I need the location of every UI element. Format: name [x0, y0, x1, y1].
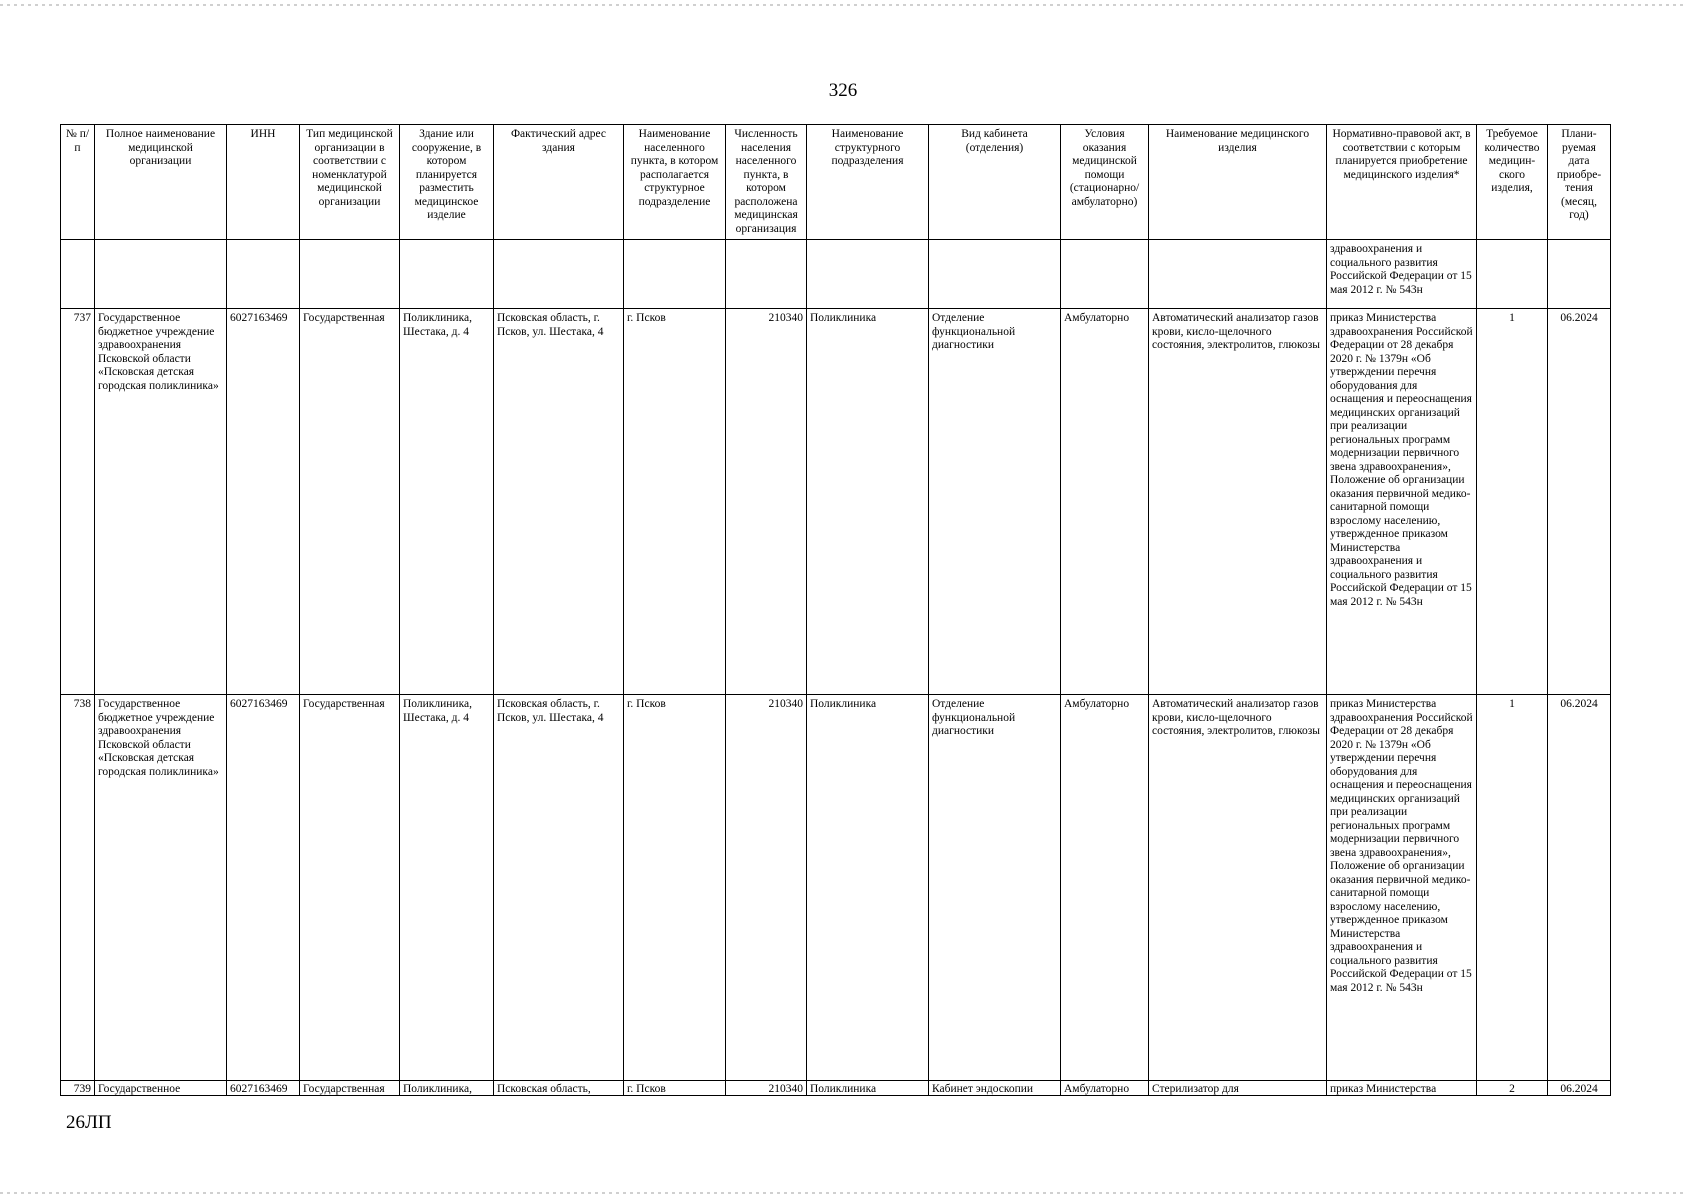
qty-cell: 1: [1477, 309, 1548, 695]
unit-cell: Поликлиника: [807, 1081, 929, 1096]
population-cell: 210340: [726, 1081, 807, 1096]
table-cell: [400, 240, 494, 309]
table-cell: [494, 240, 624, 309]
locality-cell: г. Псков: [624, 695, 726, 1081]
cabinet-cell: Отделение функциональной диагностики: [929, 695, 1061, 1081]
table-cell: [807, 240, 929, 309]
population-cell: 210340: [726, 695, 807, 1081]
org-cell: Государственное бюджетное учреждение здравоохранения Псковской области «Псковская детская городская поликлиника»: [95, 695, 227, 1081]
device-cell: Автоматический анализатор газов крови, кисло-щелочного состояния, электролитов, глюкозы: [1149, 695, 1327, 1081]
table-cell: [1548, 240, 1611, 309]
header-cell-building: Здание или сооружение, в котором планируется разместить медицинское изделие: [400, 125, 494, 240]
equipment-table: [60, 124, 1611, 1096]
locality-cell: г. Псков: [624, 309, 726, 695]
address-cell: Псковская область, г. Псков, ул. Шестака, 4: [494, 695, 624, 1081]
conditions-cell: Амбулаторно: [1061, 309, 1149, 695]
table-cell: [1477, 240, 1548, 309]
header-cell-org: Полное наименование медицинской организации: [95, 125, 227, 240]
table-row: [61, 309, 1611, 695]
inn-cell: 6027163469: [227, 309, 300, 695]
header-cell-population: Численность населения населенного пункта, в котором расположена медицинская организация: [726, 125, 807, 240]
header-cell-device: Наименование медицинского изделия: [1149, 125, 1327, 240]
act-cell: приказ Министерства здравоохранения Российской Федерации от 28 декабря 2020 г. № 1379н «Об утверждении перечня оборудования для оснащения и переоснащения медицинских организаций при реализации региональных программ модернизации первичного звена здравоохранения», Положение об организации оказания первичной медико-санитарной помощи взрослому населению, утвержденное приказом Министерства здравоохранения и социального развития Российской Федерации от 15 мая 2012 г. № 543н: [1327, 309, 1477, 695]
act-continuation-cell: здравоохранения и социального развития Российской Федерации от 15 мая 2012 г. № 543н: [1327, 240, 1477, 309]
header-cell-type: Тип медицинской организации в соответствии с номенклатурой медицинской организации: [300, 125, 400, 240]
type-cell: Государственная: [300, 309, 400, 695]
act-cell: приказ Министерства здравоохранения Российской Федерации от 28 декабря 2020 г. № 1379н «Об утверждении перечня оборудования для оснащения и переоснащения медицинских организаций при реализации региональных программ модернизации первичного звена здравоохранения», Положение об организации оказания первичной медико-санитарной помощи взрослому населению, утвержденное приказом Министерства здравоохранения и социального развития Российской Федерации от 15 мая 2012 г. № 543н: [1327, 695, 1477, 1081]
address-cell: Псковская область,: [494, 1081, 624, 1096]
header-cell-cabinet: Вид кабинета (отделения): [929, 125, 1061, 240]
header-cell-qty: Требуемое количество медицин-ского изделия,: [1477, 125, 1548, 240]
conditions-cell: Амбулаторно: [1061, 695, 1149, 1081]
act-cell: приказ Министерства: [1327, 1081, 1477, 1096]
cabinet-cell: Кабинет эндоскопии: [929, 1081, 1061, 1096]
building-cell: Поликлиника,: [400, 1081, 494, 1096]
header-cell-locality: Наименование населенного пункта, в котором располагается структурное подразделение: [624, 125, 726, 240]
header-cell-conditions: Условия оказания медицинской помощи (стационарно/ амбулаторно): [1061, 125, 1149, 240]
table-cell: [61, 240, 95, 309]
table-cell: [95, 240, 227, 309]
table-cell: [726, 240, 807, 309]
unit-cell: Поликлиника: [807, 309, 929, 695]
table-cell: [929, 240, 1061, 309]
table-cell: [227, 240, 300, 309]
device-cell: Автоматический анализатор газов крови, кисло-щелочного состояния, электролитов, глюкозы: [1149, 309, 1327, 695]
header-cell-date: Плани-руемая дата приобре-тения (месяц, год): [1548, 125, 1611, 240]
header-cell-unit: Наименование структурного подразделения: [807, 125, 929, 240]
header-cell-address: Фактический адрес здания: [494, 125, 624, 240]
org-cell: Государственное бюджетное учреждение здравоохранения Псковской области «Псковская детская городская поликлиника»: [95, 309, 227, 695]
device-cell: Стерилизатор для: [1149, 1081, 1327, 1096]
table-row-continuation: [61, 240, 1611, 309]
table-cell: [300, 240, 400, 309]
table-row: [61, 1081, 1611, 1096]
building-cell: Поликлиника, Шестака, д. 4: [400, 695, 494, 1081]
type-cell: Государственная: [300, 1081, 400, 1096]
row-number: 739: [61, 1081, 95, 1096]
header-cell-num: № п/п: [61, 125, 95, 240]
scan-artifact-bottom: [0, 1192, 1686, 1194]
row-number: 737: [61, 309, 95, 695]
inn-cell: 6027163469: [227, 695, 300, 1081]
locality-cell: г. Псков: [624, 1081, 726, 1096]
inn-cell: 6027163469: [227, 1081, 300, 1096]
table-cell: [1061, 240, 1149, 309]
date-cell: 06.2024: [1548, 309, 1611, 695]
qty-cell: 2: [1477, 1081, 1548, 1096]
cabinet-cell: Отделение функциональной диагностики: [929, 309, 1061, 695]
table-cell: [624, 240, 726, 309]
row-number: 738: [61, 695, 95, 1081]
date-cell: 06.2024: [1548, 695, 1611, 1081]
org-cell: Государственное: [95, 1081, 227, 1096]
unit-cell: Поликлиника: [807, 695, 929, 1081]
date-cell: 06.2024: [1548, 1081, 1611, 1096]
table-header-row: [61, 125, 1611, 240]
type-cell: Государственная: [300, 695, 400, 1081]
qty-cell: 1: [1477, 695, 1548, 1081]
population-cell: 210340: [726, 309, 807, 695]
scan-artifact-top: [0, 4, 1686, 6]
address-cell: Псковская область, г. Псков, ул. Шестака, 4: [494, 309, 624, 695]
header-cell-inn: ИНН: [227, 125, 300, 240]
table-cell: [1149, 240, 1327, 309]
conditions-cell: Амбулаторно: [1061, 1081, 1149, 1096]
footer-document-code: 26ЛП: [66, 1112, 112, 1133]
page-number: 326: [828, 80, 858, 101]
building-cell: Поликлиника, Шестака, д. 4: [400, 309, 494, 695]
header-cell-act: Нормативно-правовой акт, в соответствии с которым планируется приобретение медицинского изделия*: [1327, 125, 1477, 240]
table-row: [61, 695, 1611, 1081]
